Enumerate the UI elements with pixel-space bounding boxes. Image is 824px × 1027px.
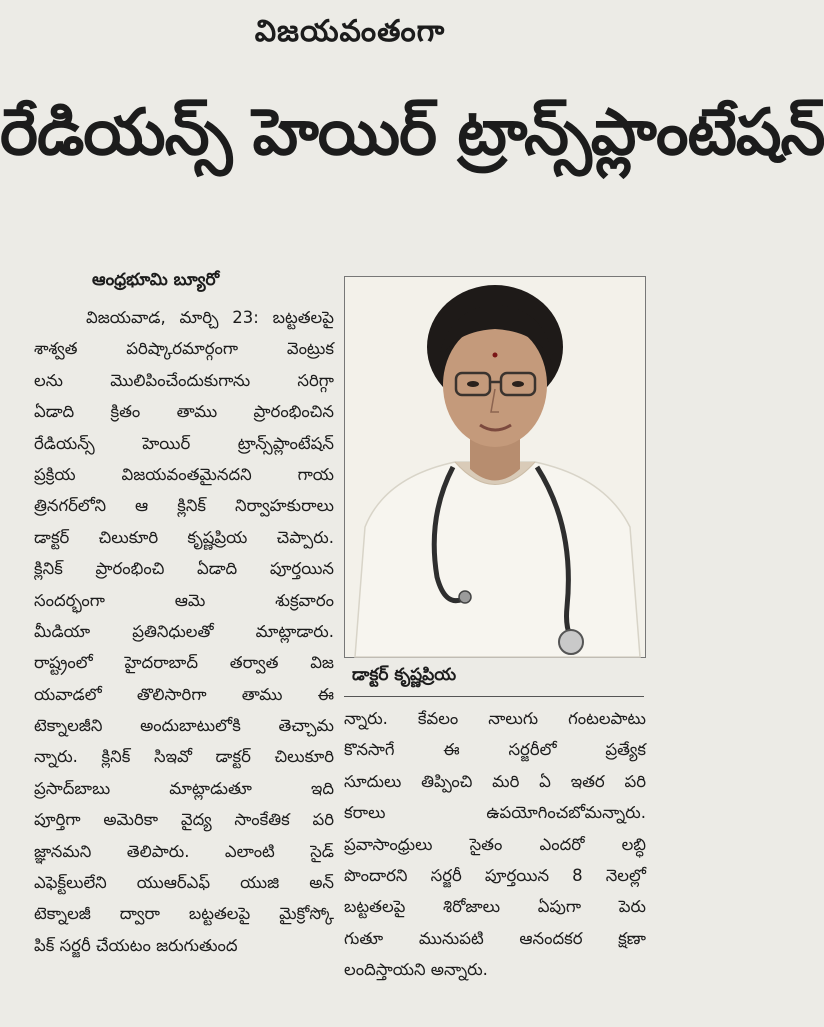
article-line: డాక్టర్ చిలుకూరి కృష్ణప్రియ చెప్పారు. — [34, 527, 334, 547]
article-line: ప్రక్రియ విజయవంతమైనదని గాయ — [34, 464, 334, 484]
doctor-photo — [344, 276, 646, 658]
article-line: శాశ్వత పరిష్కారమార్గంగా వెంట్రుక — [34, 339, 334, 359]
article-line: టెక్నాలజీని అందుబాటులోకి తెచ్చామ — [34, 716, 334, 736]
article-line: ఎఫెక్ట్‌లులేని యుఆర్‌ఎఫ్ యుజి అన్ — [34, 873, 334, 893]
article-line: జ్ఞానమని తెలిపారు. ఎలాంటి సైడ్ — [34, 841, 334, 861]
main-headline: రేడియన్స్ హెయిర్ ట్రాన్స్‌ప్లాంటేషన్ — [0, 96, 824, 170]
article-line: కరాలు ఉపయోగించబోమన్నారు. — [344, 803, 646, 823]
article-line: రేడియన్స్ హెయిర్ ట్రాన్స్‌ప్లాంటేషన్ — [34, 433, 334, 453]
article-line: న్నారు. క్లినిక్ సిఇవో డాక్టర్ చిలుకూరి — [34, 747, 334, 767]
article-line: విజయవాడ, మార్చి 23: బట్టతలపై — [86, 308, 334, 327]
article-line: మీడియా ప్రతినిధులతో మాట్లాడారు. — [34, 621, 334, 641]
article-line: పొందారని సర్జరీ పూర్తయిన 8 నెలల్లో — [344, 865, 646, 885]
article-line: సందర్భంగా ఆమె శుక్రవారం — [34, 590, 334, 610]
article-line: యవాడలో తొలిసారిగా తాము ఈ — [34, 684, 334, 704]
article-line: పిక్ సర్జరీ చేయటం జరుగుతుంద — [34, 935, 238, 955]
kicker-headline: విజయవంతంగా — [254, 14, 446, 49]
article-line: పూర్తిగా అమెరికా వైద్య సాంకేతిక పరి — [34, 810, 334, 830]
article-line: సూదులు తిప్పించి మరి ఏ ఇతర పరి — [344, 771, 646, 791]
article-line: త్రినగర్‌లోని ఆ క్లినిక్ నిర్వాహకురాలు — [34, 496, 334, 516]
article-left-column — [34, 302, 334, 961]
article-line: ప్రసాద్‌బాబు మాట్లాడుతూ ఇది — [34, 778, 334, 798]
doctor-portrait-illustration — [345, 277, 645, 657]
caption-divider — [344, 696, 644, 697]
article-line: రాష్ట్రంలో హైదరాబాద్ తర్వాత విజ — [34, 653, 334, 673]
article-right-column — [344, 703, 646, 986]
article-line: ఏడాది క్రితం తాము ప్రారంభించిన — [34, 402, 334, 422]
article-line: క్లినిక్ ప్రారంభించి ఏడాది పూర్తయిన — [34, 559, 334, 579]
article-line: లందిస్తాయని అన్నారు. — [344, 960, 488, 980]
article-line: గుతూ మునుపటి ఆనందకర క్షణా — [344, 928, 646, 948]
article-line: న్నారు. కేవలం నాలుగు గంటలపాటు — [344, 709, 646, 728]
article-line: లను మొలిపించేందుకుగాను సరిగ్గా — [34, 370, 334, 390]
article-line: బట్టతలపై శిరోజాలు ఏపుగా పెరు — [344, 897, 646, 917]
article-line: ప్రవాసాంధ్రులు సైతం ఎందరో లబ్ధి — [344, 834, 646, 854]
article-line: టెక్నాలజీ ద్వారా బట్టతలపై మైక్రోస్కో — [34, 904, 334, 924]
byline: ఆంధ్రభూమి బ్యూరో — [92, 270, 220, 290]
photo-caption: డాక్టర్ కృష్ణప్రియ — [352, 665, 457, 685]
article-line: కొనసాగే ఈ సర్జరీలో ప్రత్యేక — [344, 740, 646, 760]
